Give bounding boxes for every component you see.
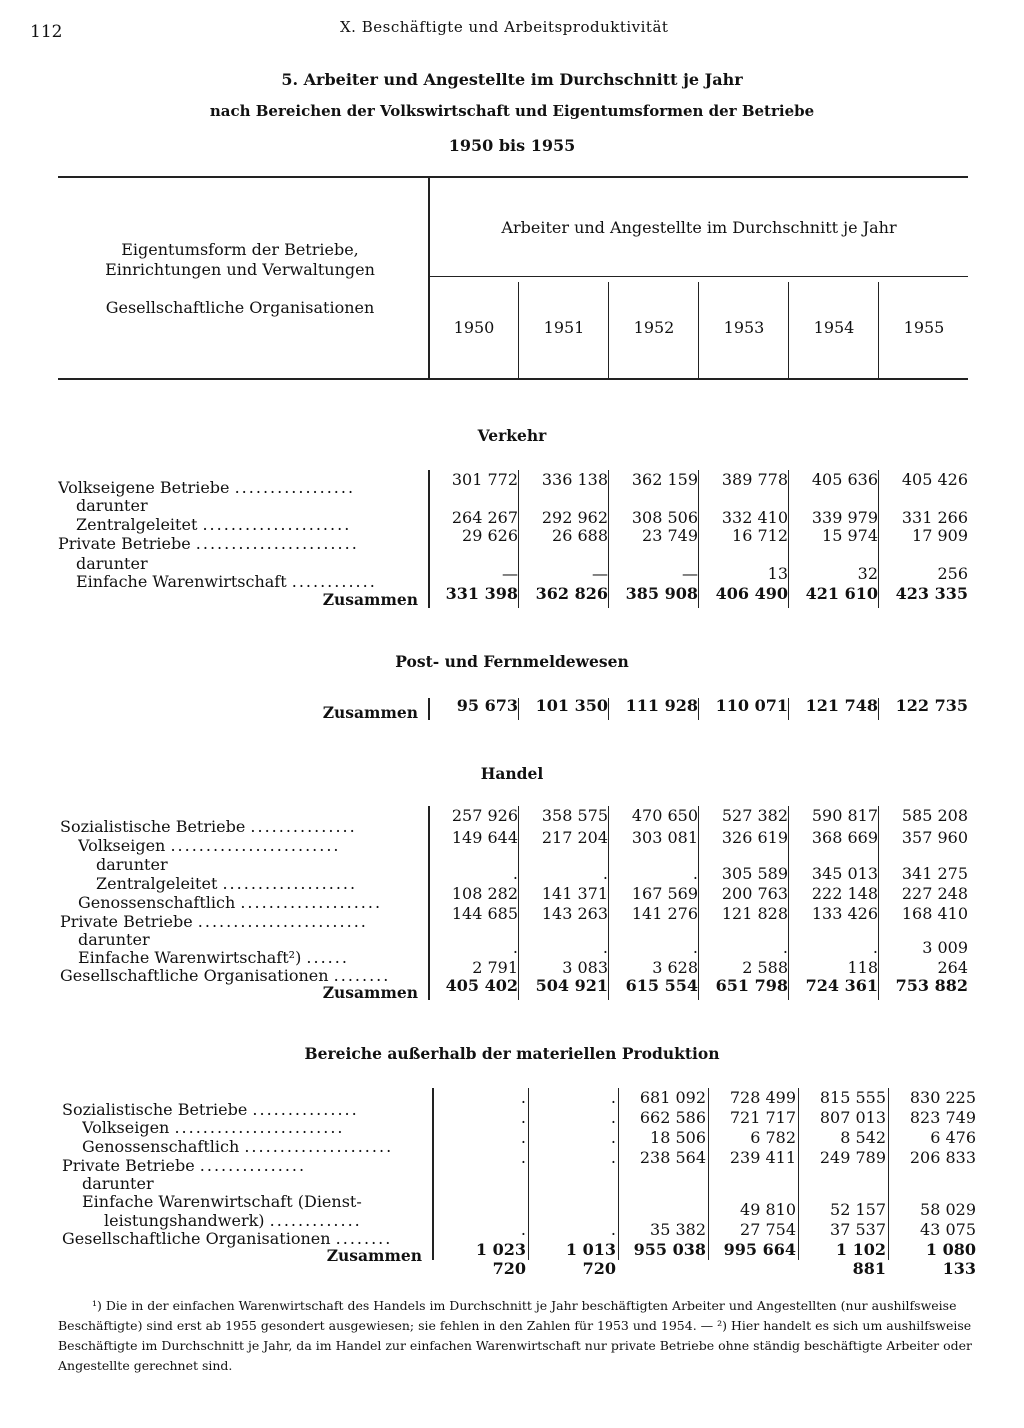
row-label: darunter [76, 554, 148, 573]
table-row: . . 662 586 721 717 807 013 823 749 [520, 1108, 976, 1127]
row-label: Einfache Warenwirtschaft (Dienst- [82, 1192, 362, 1211]
table-period: 1950 bis 1955 [448, 136, 576, 155]
stub-header-line2: Einrichtungen und Verwaltungen [105, 260, 375, 279]
header-bottom-rule [58, 378, 968, 380]
total-label: Zusammen [322, 983, 418, 1002]
year-divider [518, 282, 519, 378]
section-title-verkehr: Verkehr [477, 426, 547, 445]
stub-header-line1: Eigentumsform der Betriebe, [121, 240, 359, 259]
chapter-title: X. Beschäftigte und Arbeitsproduktivität [340, 18, 669, 36]
total-label: Zusammen [326, 1246, 422, 1265]
table-row: 144 685 143 263 141 276 121 828 133 426 168 410 [451, 904, 968, 923]
table-row: . . . . . 3 009 [512, 938, 968, 957]
row-label: Zentralgeleitet ..................... [76, 515, 352, 534]
table-row: 2 791 3 083 3 628 2 588 118 264 [472, 958, 968, 977]
year-header-1951: 1951 [543, 318, 585, 337]
row-label: Genossenschaftlich ..................... [82, 1137, 394, 1156]
year-header-1955: 1955 [903, 318, 945, 337]
row-label: Volkseigen ........................ [78, 836, 341, 855]
table-subtitle: nach Bereichen der Volkswirtschaft und Eigentumsformen der Betriebe [209, 102, 815, 120]
year-divider [698, 282, 699, 378]
table-row: . . 18 506 6 782 8 542 6 476 [520, 1128, 976, 1147]
year-divider [788, 282, 789, 378]
table-title: 5. Arbeiter und Angestellte im Durchschnitt je Jahr [281, 70, 743, 89]
total-row: 331 398 362 826 385 908 406 490 421 610 423 335 [445, 584, 968, 603]
total-label: Zusammen [322, 703, 418, 722]
total-row: 95 673 101 350 111 928 110 071 121 748 122 735 [456, 696, 968, 715]
column-divider [428, 806, 430, 1000]
row-label: Gesellschaftliche Organisationen ........ [60, 966, 391, 985]
table-row: . . 238 564 239 411 249 789 206 833 [520, 1148, 976, 1167]
table-row: 301 772 336 138 362 159 389 778 405 636 405 426 [451, 470, 968, 489]
row-label: Volkseigen ........................ [82, 1118, 345, 1137]
total-row: 405 402 504 921 615 554 651 798 724 361 753 882 [445, 976, 968, 995]
table-row: 257 926 358 575 470 650 527 382 590 817 585 208 [451, 806, 968, 825]
row-label: Sozialistische Betriebe ............... [60, 817, 357, 836]
row-label: Private Betriebe ............... [62, 1156, 307, 1175]
row-label: Volkseigene Betriebe ................. [58, 478, 356, 497]
row-label: Einfache Warenwirtschaft ............ [76, 572, 377, 591]
table-row: — — — 13 32 256 [502, 564, 968, 583]
column-divider [432, 1088, 434, 1260]
section-title-bereiche: Bereiche außerhalb der materiellen Produktion [304, 1044, 720, 1063]
row-label: darunter [78, 930, 150, 949]
section-title-post: Post- und Fernmeldewesen [395, 652, 629, 671]
table-row: . . 35 382 27 754 37 537 43 075 [520, 1220, 976, 1239]
table-row: . . . 305 589 345 013 341 275 [512, 864, 968, 883]
year-header-1950: 1950 [453, 318, 495, 337]
row-label: Private Betriebe ....................... [58, 534, 359, 553]
header-top-rule [58, 176, 968, 178]
footnotes [58, 1296, 978, 1376]
row-label: darunter [82, 1174, 154, 1193]
footnote-text: ¹) Die in der einfachen Warenwirtschaft des Handels im Durchschnitt je Jahr beschäftigten Arbeiter und Angestellten (nur aushilfsweise Beschäftigte) sind erst ab 1955 gesondert ausgewiesen; sie fehlen in den Zahlen für 1953 und 1954. — ²) Hier handelt es sich um aushilfsweise Beschäftigte im Durchschnitt je Jahr, da im Handel zur einfachen Warenwirtschaft nur private Betriebe ohne ständig beschäftigte Arbeiter oder Angestellte gerechnet sind. [58, 1298, 973, 1373]
total-label: Zusammen [322, 590, 418, 609]
row-label: Private Betriebe ........................ [60, 912, 368, 931]
stub-header-line3: Gesellschaftliche Organisationen [105, 298, 375, 317]
year-header-1954: 1954 [813, 318, 855, 337]
table-row: 29 626 26 688 23 749 16 712 15 974 17 909 [462, 526, 968, 545]
year-header-1952: 1952 [633, 318, 675, 337]
column-divider [428, 698, 430, 720]
table-row: 108 282 141 371 167 569 200 763 222 148 227 248 [451, 884, 968, 903]
table-row: 149 644 217 204 303 081 326 619 368 669 357 960 [451, 828, 968, 847]
row-label: Sozialistische Betriebe ............... [62, 1100, 359, 1119]
year-divider [878, 282, 879, 378]
row-label: leistungshandwerk) ............. [104, 1211, 362, 1230]
column-divider [428, 470, 430, 608]
table-row: . . 681 092 728 499 815 555 830 225 [520, 1088, 976, 1107]
header-mid-rule [430, 276, 968, 277]
row-label: darunter [96, 855, 168, 874]
row-label: darunter [76, 496, 148, 515]
year-divider [608, 282, 609, 378]
column-group-header: Arbeiter und Angestellte im Durchschnitt je Jahr [501, 218, 897, 237]
total-row: 1 023 720 1 013 720 955 038 995 664 1 102 881 1 080 133 [475, 1240, 976, 1278]
header-stub-divider [428, 178, 430, 378]
row-label: Zentralgeleitet ................... [96, 874, 358, 893]
page-number: 112 [30, 22, 63, 42]
section-title-handel: Handel [480, 764, 544, 783]
table-row: 264 267 292 962 308 506 332 410 339 979 331 266 [451, 508, 968, 527]
row-label: Genossenschaftlich .................... [78, 893, 383, 912]
row-label: Gesellschaftliche Organisationen ........ [62, 1229, 393, 1248]
row-label: Einfache Warenwirtschaft²) ...... [78, 948, 349, 967]
table-row: 49 810 52 157 58 029 [740, 1200, 976, 1219]
year-header-1953: 1953 [723, 318, 765, 337]
